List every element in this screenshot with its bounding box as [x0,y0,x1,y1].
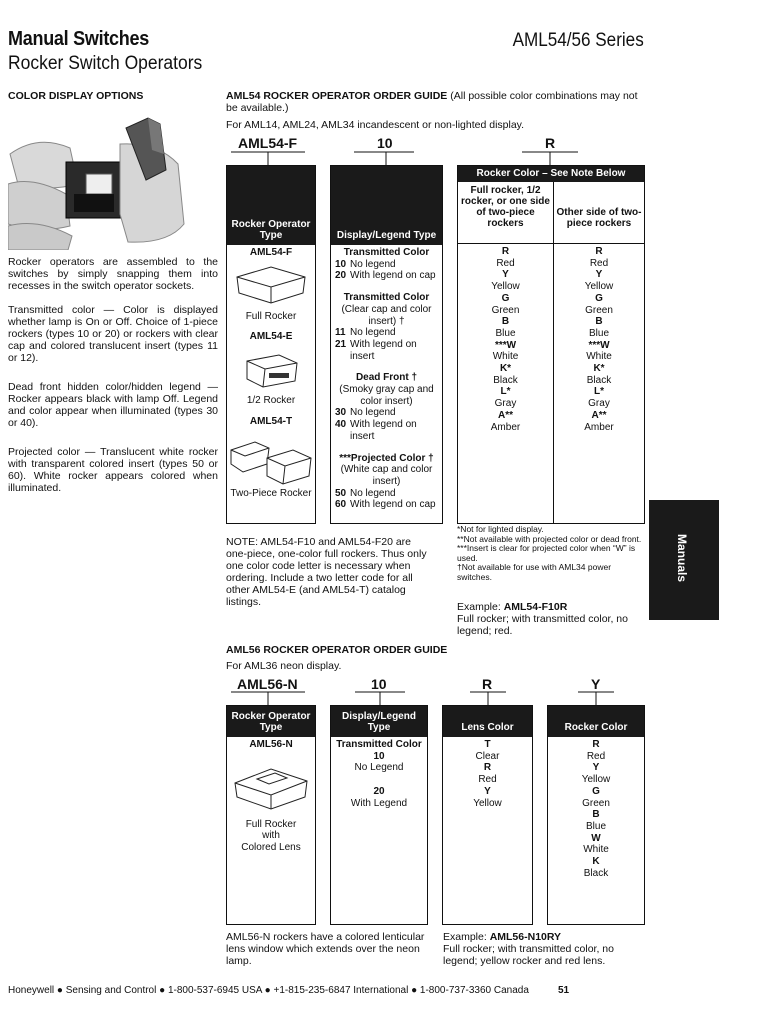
series-label: AML54/56 Series [512,30,644,51]
option-code: 60 [335,499,347,511]
rocker-color-code: K [592,856,600,868]
aml54-for-text: For AML14, AML24, AML34 incandescent or non-lighted display. [226,119,525,131]
color-name: Blue [495,327,516,339]
aml56-example: Example: AML56-N10RY Full rocker; with transmitted color, no legend; yellow rocker and red lens. [443,931,614,967]
aml56-lens-color-head: Lens Color [443,706,532,737]
colored-lens-rocker-drawing [227,763,315,813]
option-code: 11 [335,327,346,339]
lens-color-code: R [483,762,492,774]
full-rocker-label: Full Rocker [245,310,297,322]
option-code: 40 [335,419,347,431]
aml56-heading: AML56 ROCKER OPERATOR ORDER GUIDE [226,644,448,656]
color-name: Blue [588,327,609,339]
display-group-subtitle: (Smoky gray cap and color insert) [339,384,434,407]
footnote: **Not available with projected color or dead front. [457,533,642,544]
color-code: A** [591,409,607,421]
option-code: 21 [335,338,347,350]
lens-color-name: Yellow [473,797,502,809]
color-name: Black [586,374,612,386]
option-desc: With legend on cap [350,270,436,282]
page-number: 51 [558,985,570,996]
aml56-code-lens: R [482,676,493,692]
footnote: *Not for lighted display. [457,524,544,534]
color-code: Y [595,269,603,281]
aml56-opt-20-code: 20 [373,786,385,798]
half-rocker-label: 1/2 Rocker [246,395,296,407]
color-code: Y [502,269,509,281]
option-code: 50 [335,487,347,499]
aml54-e-label: AML54-E [249,331,293,343]
aml54-code-type: AML54-F [238,135,298,151]
aml56-code-rocker: Y [591,676,601,692]
aml54-col3b-head: Other side of two-piece rockers [556,207,642,229]
two-piece-rocker-label: Two-Piece Rocker [230,487,312,499]
aml56-with-label: with [262,830,280,842]
aml54-f-label: AML54-F [249,247,293,258]
aml54-col3a-head: Full rocker, 1/2 rocker, or one side of two-piece rockers [458,182,554,243]
footer-contact: Honeywell ● Sensing and Control ● 1-800-537-6945 USA ● +1-815-235-6847 International ● 1-800-737-3360 Canada [8,985,529,996]
aml54-note: NOTE: AML54-F10 and AML54-F20 are one-piece, one-color full rockers. Thus only one color code letter is necessary when ordering. Include a two letter code for all other AML54-E (and AML54-T) catalog listings. [226,536,427,608]
rocker-color-name: Black [583,867,609,879]
rocker-color-code: R [592,739,600,750]
lens-color-code: T [484,739,491,750]
color-code: G [501,292,510,304]
aml54-heading: AML54 ROCKER OPERATOR ORDER GUIDE (All possible color combinations may not be available.) [226,90,638,114]
rocker-color-name: Red [586,750,606,762]
option-desc: No legend [350,407,396,419]
color-name: Amber [490,421,521,433]
color-code: R [501,246,510,257]
aml56-colored-lens-label: Colored Lens [241,842,301,854]
color-code: K* [593,363,605,375]
display-group-title: Transmitted Color [343,292,430,304]
aml56-opt-20-desc: With Legend [350,797,408,809]
color-code: ***W [588,339,610,351]
color-name: Green [585,304,613,316]
option-code: 30 [335,407,347,419]
aml54-code-display: 10 [377,135,393,151]
color-name: Gray [494,398,517,410]
color-name: Red [589,257,609,269]
color-code: L* [500,386,511,398]
aml54-operator-type-head: Rocker Operator Type [227,166,315,245]
manuals-side-tab[interactable]: Manuals [649,500,719,620]
rocker-color-name: Blue [585,820,606,832]
color-code: B [501,316,510,328]
color-code: G [595,292,603,304]
aml56-rocker-color-head: Rocker Color [548,706,644,737]
para-transmitted: Transmitted color — Color is displayed whether lamp is On or Off. Choice of 1-piece rockers (types 10 or 20) or rockers with clear cap and colored translucent insert (types 11 or 12). [8,304,218,364]
color-code: B [595,316,603,328]
color-code: R [595,246,603,257]
aml56-transmitted-title: Transmitted Color [336,739,422,750]
footnote: ***Insert is clear for projected color when “W” is used. [457,543,636,563]
aml56-display-legend-box [330,705,428,925]
color-name: Gray [588,398,610,410]
color-name: Red [496,257,515,269]
color-code: ***W [494,339,517,351]
aml54-example: Example: AML54-F10R Full rocker; with transmitted color, no legend; red. [457,601,628,637]
color-name: White [492,351,519,363]
aml56-operator-type-head: Rocker Operator Type [227,706,315,737]
color-name: Yellow [584,281,614,293]
aml56-opt-10-code: 10 [373,750,385,762]
para-projected: Projected color — Translucent white rocker with transparent colored insert (types 50 or 60). White rocker appears colored when illuminated. [8,446,218,494]
aml56-code-display: 10 [371,676,387,692]
color-name: White [586,351,612,363]
option-desc: No legend [350,258,396,270]
rocker-color-code: W [591,832,601,844]
aml56-n-label: AML56-N [249,739,293,750]
aml56-code-type: AML56-N [237,676,298,692]
option-desc: No legend [350,327,396,339]
option-code: 20 [335,270,347,282]
lens-color-code: Y [484,785,491,797]
aml56-for-text: For AML36 neon display. [226,660,342,672]
aml56-rocker-color-box [547,705,645,925]
color-name: Green [491,304,520,316]
footnote: †Not available for use with AML34 power switches. [457,562,612,582]
page-subtitle: Rocker Switch Operators [8,53,203,74]
rocker-color-name: White [583,844,609,856]
aml56-note: AML56-N rockers have a colored lenticular lens window which extends over the neon lamp. [226,931,425,967]
rocker-color-name: Green [582,797,610,809]
option-desc: With legend on insert [350,338,417,362]
color-name: Yellow [491,281,520,293]
color-display-heading: COLOR DISPLAY OPTIONS [8,90,144,102]
color-code: K* [499,363,512,375]
aml56-operator-type-box [226,705,316,925]
aml54-display-legend-head: Display/Legend Type [331,166,442,245]
para-deadfront: Dead front hidden color/hidden legend — Rocker appears black with lamp Off. Legend and color appear when illuminated (types 30 or 40). [8,381,218,429]
lens-color-name: Clear [475,750,500,762]
color-code: L* [594,386,604,398]
display-group-title: ***Projected Color † [339,452,434,464]
rocker-color-code: G [592,785,600,797]
color-code: A** [497,409,513,421]
rocker-color-code: Y [592,762,600,774]
aml56-display-legend-head: Display/Legend Type [331,706,427,737]
aml54-rocker-color-head: Rocker Color – See Note Below [458,166,644,182]
aml54-t-label: AML54-T [249,415,293,427]
aml56-opt-10-desc: No Legend [354,762,404,774]
aml54-code-color: R [545,135,556,151]
color-name: Black [493,374,518,386]
option-desc: With legend on insert [350,419,417,442]
aml56-full-rocker-label: Full Rocker [245,818,297,830]
rocker-color-code: B [592,809,600,821]
option-code: 10 [335,258,347,270]
option-desc: No legend [350,487,396,499]
display-group-title: Dead Front † [355,372,418,384]
option-desc: With legend on cap [350,499,436,511]
para-assembly: Rocker operators are assembled to the switches by simply snapping them into recesses in the switch operator sockets. [8,256,218,292]
rocker-color-name: Yellow [581,774,611,786]
lens-color-name: Red [478,774,497,786]
page-title: Manual Switches [8,28,149,50]
display-group-subtitle: (White cap and color insert) [340,464,433,487]
aml56-lens-color-box [442,705,533,925]
display-group-title: Transmitted Color [343,247,430,258]
display-group-subtitle: (Clear cap and color insert) † [341,303,432,327]
color-name: Amber [584,421,614,433]
